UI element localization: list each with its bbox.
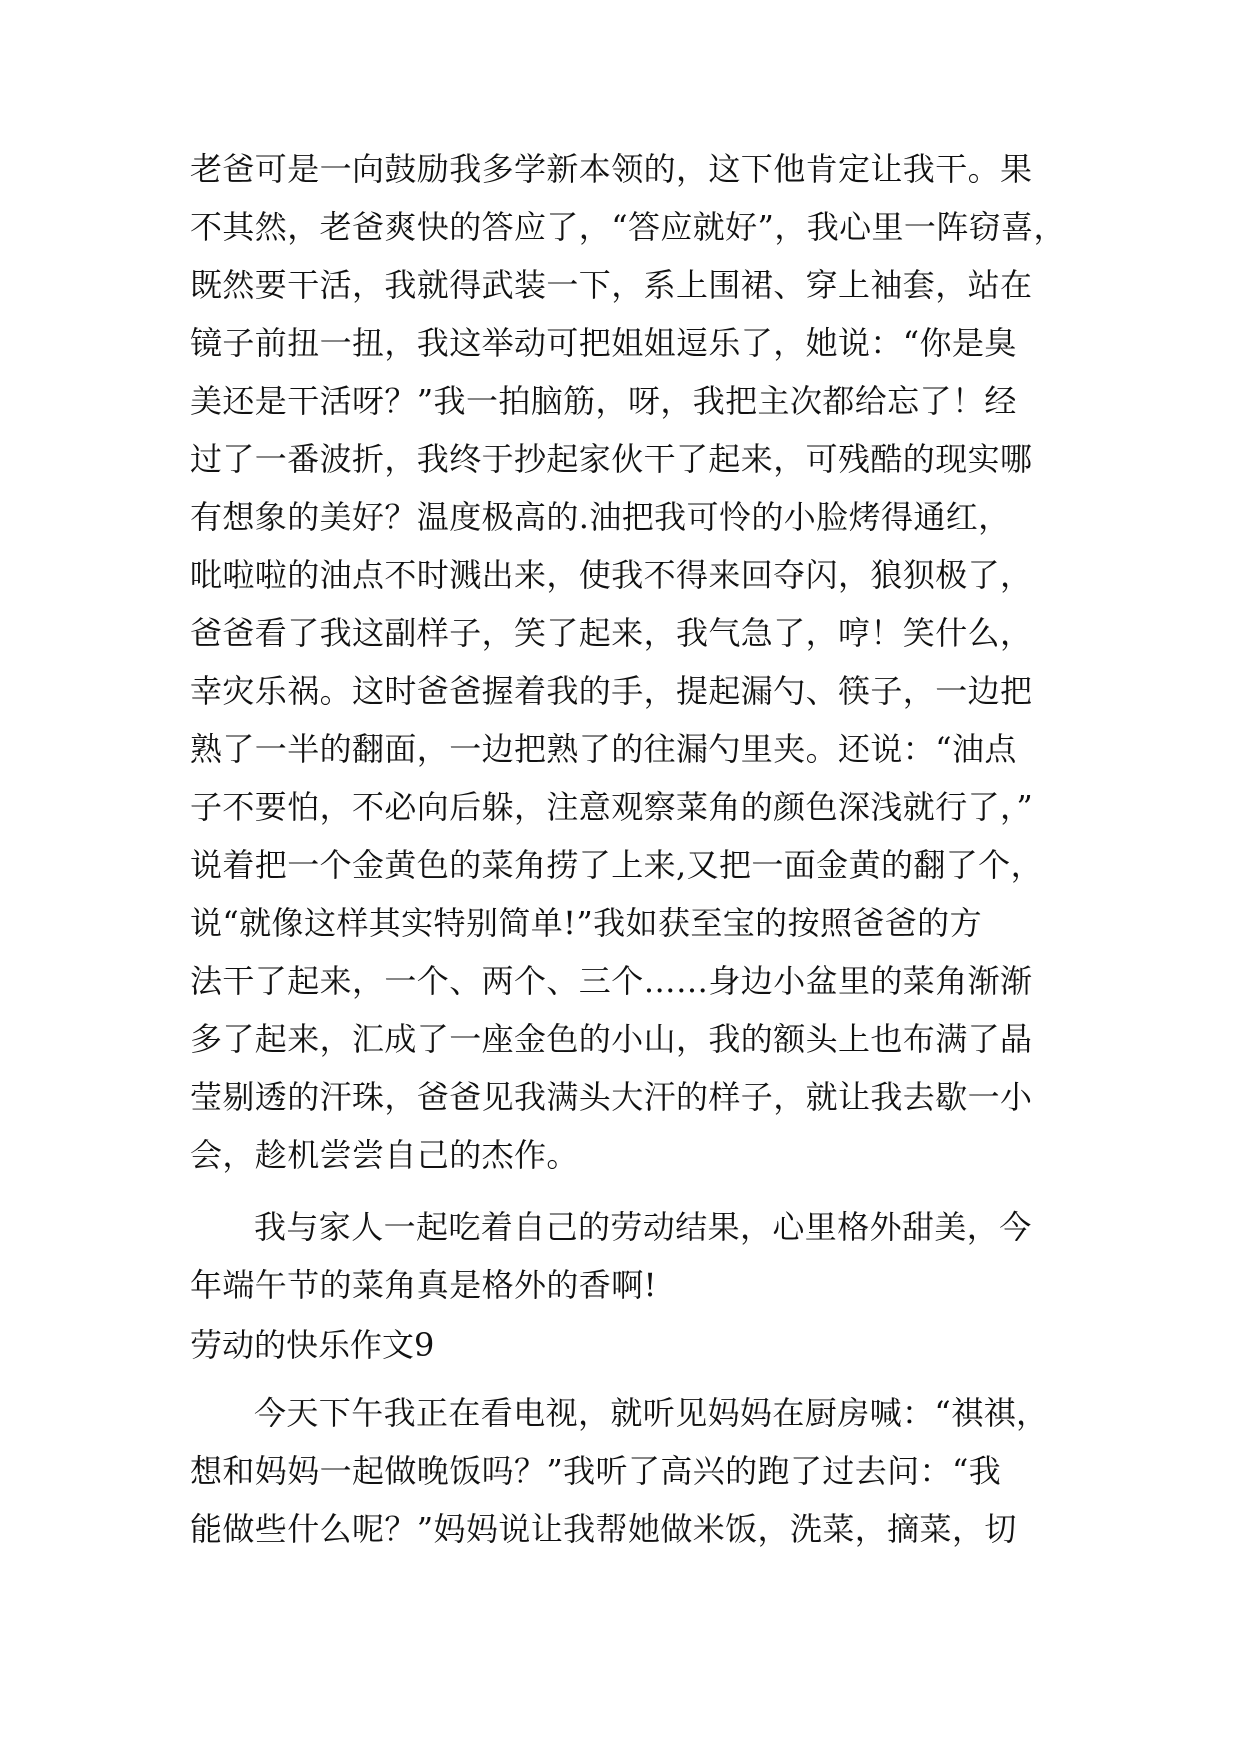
paragraph-1-line-7: 有想象的美好？温度极高的.油把我可怜的小脸烤得通红， (190, 498, 1011, 536)
paragraph-3-line-2: 想和妈妈一起做晚饭吗？”我听了高兴的跑了过去问：“我 (190, 1452, 1002, 1490)
paragraph-1-line-8: 吡啦啦的油点不时溅出来，使我不得来回夺闪，狼狈极了， (190, 556, 1033, 594)
paragraph-1-line-2: 不其然，老爸爽快的答应了，“答应就好”，我心里一阵窃喜， (190, 208, 1066, 246)
section-heading: 劳动的快乐作文9 (190, 1326, 435, 1364)
paragraph-1-line-17: 莹剔透的汗珠，爸爸见我满头大汗的样子，就让我去歇一小 (190, 1078, 1033, 1116)
paragraph-1-line-13: 说着把一个金黄色的菜角捞了上来,又把一面金黄的翻了个， (190, 846, 1043, 884)
paragraph-1-line-16: 多了起来，汇成了一座金色的小山，我的额头上也布满了晶 (190, 1020, 1033, 1058)
paragraph-1-line-5: 美还是干活呀？”我一拍脑筋，呀，我把主次都给忘了！经 (190, 382, 1017, 420)
paragraph-1-line-15: 法干了起来，一个、两个、三个……身边小盆里的菜角渐渐 (190, 962, 1033, 1000)
paragraph-1-line-9: 爸爸看了我这副样子，笑了起来，我气急了，哼！笑什么， (190, 614, 1033, 652)
paragraph-1-line-4: 镜子前扭一扭，我这举动可把姐姐逗乐了，她说：“你是臭 (190, 324, 1017, 362)
paragraph-2-line-1: 我与家人一起吃着自己的劳动结果，心里格外甜美，今 (254, 1208, 1032, 1246)
paragraph-1-line-3: 既然要干活，我就得武装一下，系上围裙、穿上袖套，站在 (190, 266, 1033, 304)
paragraph-1-line-11: 熟了一半的翻面，一边把熟了的往漏勺里夹。还说：“油点 (190, 730, 1017, 768)
paragraph-1-line-12: 子不要怕，不必向后躲，注意观察菜角的颜色深浅就行了，” (190, 788, 1034, 826)
paragraph-2-line-2: 年端午节的菜角真是格外的香啊! (190, 1266, 657, 1304)
paragraph-1-line-14: 说“就像这样其实特别简单!”我如获至宝的按照爸爸的方 (190, 904, 982, 942)
paragraph-1-line-1: 老爸可是一向鼓励我多学新本领的，这下他肯定让我干。果 (190, 150, 1033, 188)
paragraph-3-line-3: 能做些什么呢？”妈妈说让我帮她做米饭，洗菜，摘菜，切 (190, 1510, 1017, 1548)
paragraph-3-line-1: 今天下午我正在看电视，就听见妈妈在厨房喊：“祺祺， (254, 1394, 1049, 1432)
paragraph-1-line-6: 过了一番波折，我终于抄起家伙干了起来，可残酷的现实哪 (190, 440, 1033, 478)
paragraph-1-line-10: 幸灾乐祸。这时爸爸握着我的手，提起漏勺、筷子，一边把 (190, 672, 1033, 710)
paragraph-1-line-18: 会，趁机尝尝自己的杰作。 (190, 1136, 579, 1174)
